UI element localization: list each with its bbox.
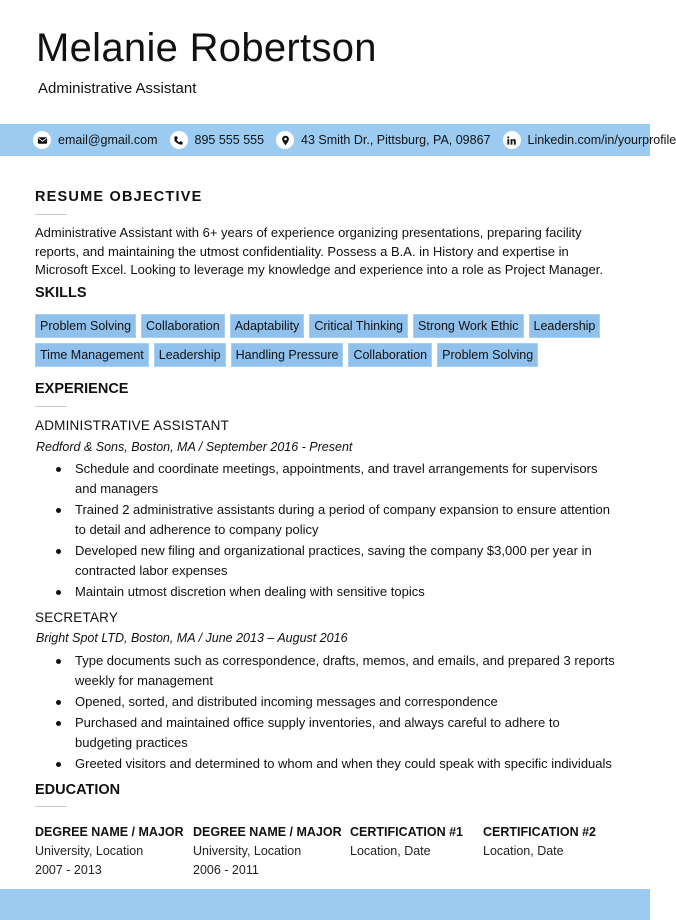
footer-bar — [0, 889, 650, 920]
education-line: University, Location — [193, 844, 302, 858]
job-bullets — [75, 651, 615, 775]
envelope-icon — [33, 131, 51, 149]
job-bullet: Type documents such as correspondence, drafts, memos, and emails, and prepared 3 reports weekly for management — [75, 651, 615, 691]
phone-icon — [170, 131, 188, 149]
education-entry — [193, 823, 342, 880]
linkedin-icon — [503, 131, 521, 149]
job-bullet: Purchased and maintained office supply inventories, and always careful to adhere to budgeting practices — [75, 713, 615, 753]
skills-row-1 — [35, 314, 625, 338]
education-dates: 2007 - 2013 — [35, 863, 102, 877]
skills-list — [35, 314, 625, 372]
education-dates: 2006 - 2011 — [193, 863, 259, 877]
certification-title: CERTIFICATION #1 — [350, 825, 463, 839]
skill-tag: Leadership — [154, 343, 226, 367]
skill-tag: Adaptability — [230, 314, 305, 338]
certification-line: Location, Date — [350, 844, 431, 858]
contact-address[interactable] — [276, 131, 490, 149]
experience-divider — [35, 406, 67, 407]
skill-tag: Critical Thinking — [309, 314, 408, 338]
skill-tag: Leadership — [529, 314, 601, 338]
education-heading: EDUCATION — [35, 782, 121, 798]
contact-linkedin-text: Linkedin.com/in/yourprofile — [527, 133, 676, 147]
job-bullet: Opened, sorted, and distributed incoming messages and correspondence — [75, 692, 615, 712]
job-bullet: Greeted visitors and determined to whom and when they could speak with specific individuals — [75, 754, 615, 774]
job-title: SECRETARY — [35, 610, 119, 625]
location-pin-icon — [276, 131, 294, 149]
contact-bar — [0, 124, 676, 156]
skill-tag: Time Management — [35, 343, 149, 367]
job-meta: Bright Spot LTD, Boston, MA / June 2013 – August 2016 — [36, 631, 348, 645]
skill-tag: Strong Work Ethic — [413, 314, 524, 338]
contact-address-text: 43 Smith Dr., Pittsburg, PA, 09867 — [301, 133, 491, 147]
contact-email[interactable] — [33, 131, 158, 149]
skill-tag: Collaboration — [141, 314, 225, 338]
job-bullet: Trained 2 administrative assistants during a period of company expansion to ensure attention to detail and adherence to company policy — [75, 500, 615, 540]
skills-heading: SKILLS — [35, 285, 87, 301]
contact-linkedin[interactable] — [503, 131, 676, 149]
experience-heading: EXPERIENCE — [35, 381, 129, 397]
certification-title: CERTIFICATION #2 — [483, 825, 596, 839]
contact-phone[interactable] — [170, 131, 265, 149]
skill-tag: Problem Solving — [437, 343, 538, 367]
skill-tag: Problem Solving — [35, 314, 136, 338]
skills-row-2 — [35, 343, 625, 367]
job-bullets — [75, 459, 615, 603]
objective-text: Administrative Assistant with 6+ years of experience organizing presentations, preparing facility reports, and maintaining the utmost confidentiality. Possess a B.A. in History and expertise in Microsoft Excel. Looking to leverage my knowledge and experience into a role as Project Manager. — [35, 225, 603, 277]
skill-tag: Collaboration — [348, 343, 432, 367]
education-title: DEGREE NAME / MAJOR — [35, 825, 184, 839]
job-bullet: Developed new filing and organizational practices, saving the company $3,000 per year in contracted labor expenses — [75, 541, 615, 581]
skill-tag: Handling Pressure — [231, 343, 344, 367]
education-entry — [35, 823, 184, 880]
certification-entry — [350, 823, 463, 861]
contact-phone-text: 895 555 555 — [194, 133, 265, 147]
objective-heading: RESUME OBJECTIVE — [35, 189, 203, 205]
contact-email-text: email@gmail.com — [58, 133, 158, 147]
education-title: DEGREE NAME / MAJOR — [193, 825, 342, 839]
candidate-role: Administrative Assistant — [38, 80, 197, 97]
job-bullet: Schedule and coordinate meetings, appointments, and travel arrangements for supervisors and managers — [75, 459, 615, 499]
job-title: ADMINISTRATIVE ASSISTANT — [35, 418, 230, 433]
education-line: University, Location — [35, 844, 144, 858]
job-meta: Redford & Sons, Boston, MA / September 2016 - Present — [36, 440, 353, 454]
candidate-name: Melanie Robertson — [36, 26, 377, 70]
certification-line: Location, Date — [483, 844, 564, 858]
education-divider — [35, 806, 67, 807]
certification-entry — [483, 823, 596, 861]
objective-divider — [35, 214, 67, 215]
job-bullet: Maintain utmost discretion when dealing with sensitive topics — [75, 582, 615, 602]
